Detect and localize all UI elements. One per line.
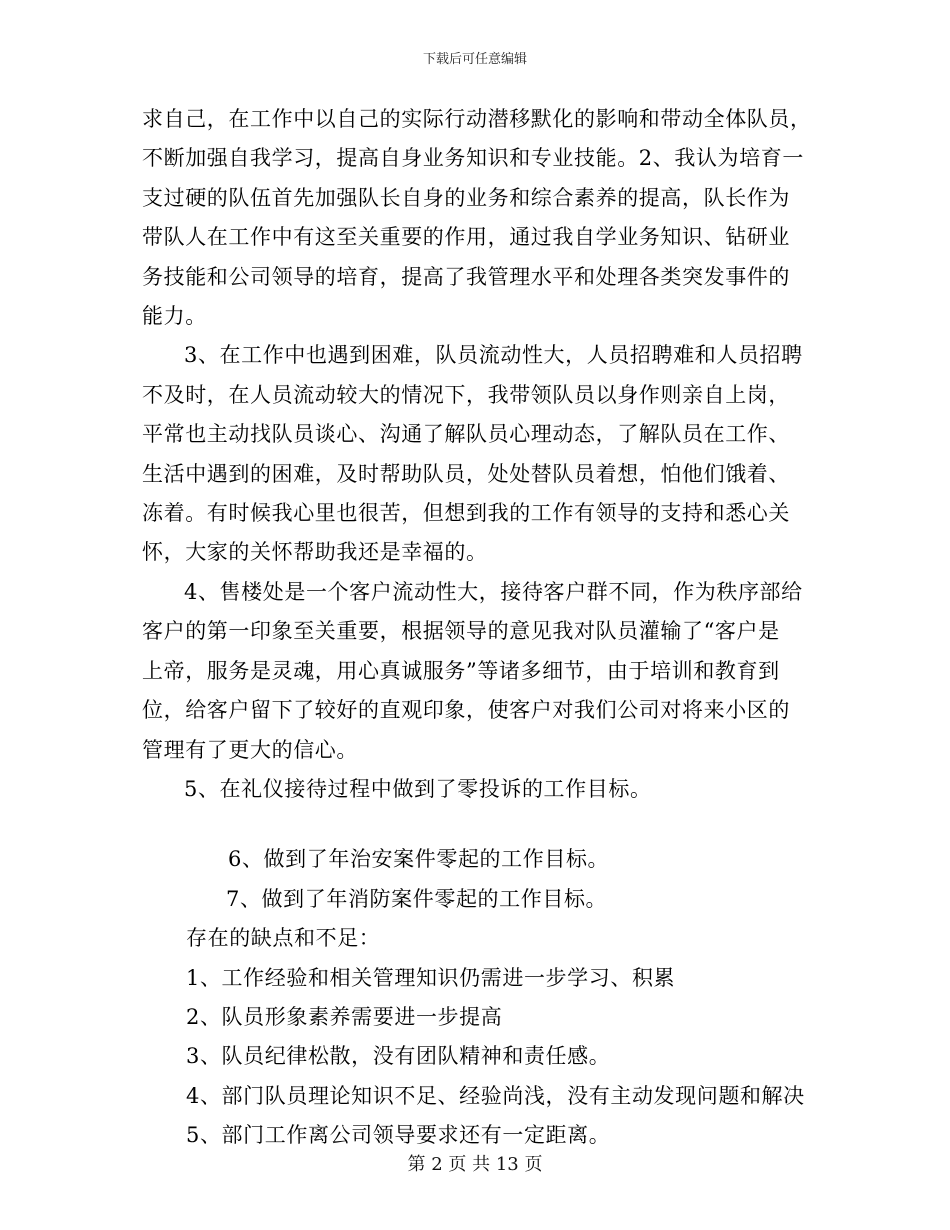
paragraph-line: 冻着。有时候我心里也很苦，但想到我的工作有领导的支持和悉心关: [142, 501, 790, 526]
paragraph-line: 客户的第一印象至关重要，根据领导的意见我对队员灌输了“客户是: [142, 619, 780, 644]
paragraph-line: 不断加强自我学习，提高自身业务知识和专业技能。2、我认为培育一: [142, 146, 804, 171]
paragraph-line: 能力。: [142, 304, 207, 329]
paragraph-line: 3、在工作中也遇到困难，队员流动性大，人员招聘难和人员招聘: [184, 343, 803, 368]
paragraph-line: 怀，大家的关怀帮助我还是幸福的。: [142, 540, 488, 565]
achievement-item: 7、做到了年消防案件零起的工作目标。: [226, 886, 608, 911]
paragraph-line: 4、售楼处是一个客户流动性大，接待客户群不同，作为秩序部给: [184, 579, 803, 604]
paragraph-line: 位，给客户留下了较好的直观印象，使客户对我们公司对将来小区的: [142, 698, 790, 723]
paragraph-line: 求自己，在工作中以自己的实际行动潜移默化的影响和带动全体队员，: [142, 107, 812, 131]
paragraph-line: 不及时，在人员流动较大的情况下，我带领队员以身作则亲自上岗，: [142, 382, 790, 407]
blank-spacer: [142, 809, 822, 840]
section-heading: 存在的缺点和不足：: [186, 926, 381, 951]
paragraph-line: 生活中遇到的困难，及时帮助队员，处处替队员着想，怕他们饿着、: [142, 461, 790, 486]
paragraph-line: 支过硬的队伍首先加强队长自身的业务和综合素养的提高，队长作为: [142, 185, 790, 210]
page-header: 下载后可任意编辑: [422, 52, 527, 67]
paragraph-line: 务技能和公司领导的培育，提高了我管理水平和处理各类突发事件的: [142, 264, 790, 289]
shortcoming-item: 1、工作经验和相关管理知识仍需进一步学习、积累: [186, 965, 676, 990]
achievement-item: 6、做到了年治安案件零起的工作目标。: [228, 847, 610, 872]
paragraph-line: 上帝，服务是灵魂，用心真诚服务”等诸多细节，由于培训和教育到: [142, 658, 780, 683]
document-body: [142, 100, 822, 1156]
shortcoming-item: 2、队员形象素养需要进一步提高: [186, 1004, 503, 1029]
shortcoming-item: 3、队员纪律松散，没有团队精神和责任感。: [186, 1044, 611, 1069]
shortcoming-item: 5、部门工作离公司领导要求还有一定距离。: [186, 1123, 611, 1148]
page-number: 第 2 页 共 13 页: [407, 1154, 543, 1175]
paragraph-line: 带队人在工作中有这至关重要的作用，通过我自学业务知识、钻研业: [142, 225, 790, 250]
shortcoming-item: 4、部门队员理论知识不足、经验尚浅，没有主动发现问题和解决: [186, 1083, 805, 1108]
paragraph-line: 管理有了更大的信心。: [142, 737, 358, 762]
paragraph-line: 平常也主动找队员谈心、沟通了解队员心理动态，了解队员在工作、: [142, 422, 790, 447]
achievement-item: 5、在礼仪接待过程中做到了零投诉的工作目标。: [184, 776, 652, 801]
